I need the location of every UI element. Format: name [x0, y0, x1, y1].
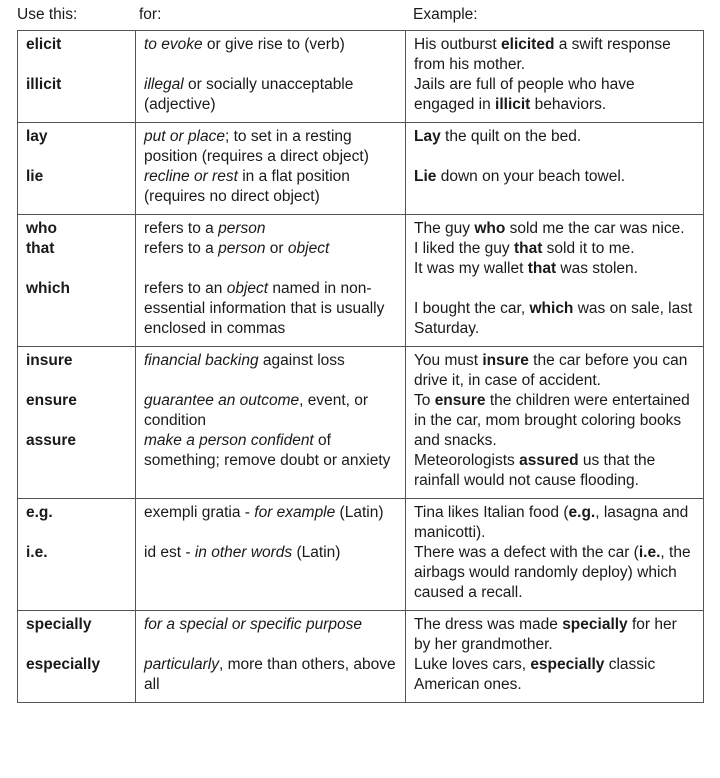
- text-segment: sold me the car was nice.: [505, 220, 685, 237]
- definition: [144, 279, 397, 339]
- text-segment: refers to a: [144, 220, 219, 237]
- bold-term: specially: [562, 616, 628, 633]
- text-segment: was on sale, last Saturday.: [414, 300, 693, 337]
- definition: [144, 655, 397, 695]
- text-segment: was stolen.: [556, 260, 638, 277]
- text-segment: a swift response from his mother.: [414, 36, 671, 73]
- word-term: assure: [26, 432, 76, 449]
- text-segment: classic American ones.: [414, 656, 656, 693]
- spacer: [26, 523, 127, 543]
- text-segment: I bought the car,: [414, 300, 530, 317]
- definition: [144, 219, 397, 239]
- spacer: [144, 371, 397, 391]
- italic-text: person: [218, 220, 266, 237]
- example-sentence: [414, 655, 695, 695]
- spacer: [144, 523, 397, 543]
- example-sentence: [414, 127, 695, 147]
- example-sentence: [414, 451, 695, 491]
- text-segment: refers to an: [144, 280, 227, 297]
- text-segment: , event, or condition: [144, 392, 369, 429]
- table-row: [18, 215, 704, 347]
- example-cell: [406, 31, 704, 123]
- table-row: [18, 31, 704, 123]
- word-term: which: [26, 280, 70, 297]
- italic-text: for a special or specific purpose: [144, 616, 362, 633]
- italic-text: particularly: [144, 656, 219, 673]
- text-segment: ; to set in a resting position (requires a direct object): [144, 128, 369, 165]
- word-term: especially: [26, 656, 101, 673]
- text-segment: or give rise to (verb): [202, 36, 345, 53]
- spacer: [414, 147, 695, 167]
- text-segment: the quilt on the bed.: [440, 128, 582, 145]
- word-term: insure: [26, 352, 73, 369]
- italic-text: object: [226, 280, 269, 297]
- text-segment: of something; remove doubt or anxiety: [144, 432, 391, 469]
- spacer: [144, 259, 397, 279]
- bold-term: especially: [530, 656, 605, 673]
- text-segment: for her by her grandmother.: [414, 616, 677, 653]
- spacer: [144, 635, 397, 655]
- text-segment: Meteorologists: [414, 452, 520, 469]
- spacer: [26, 147, 127, 167]
- text-segment: To: [414, 392, 435, 409]
- text-segment: in a flat position (requires no direct object): [144, 168, 350, 205]
- definition: [144, 75, 397, 115]
- text-segment: us that the rainfall would not cause flooding.: [414, 452, 656, 489]
- spacer: [414, 279, 695, 299]
- definition: [144, 543, 397, 563]
- example-cell: [406, 347, 704, 499]
- word-usage-table-body: [18, 31, 704, 703]
- text-segment: or socially unacceptable (adjective): [144, 76, 354, 113]
- text-segment: His outburst: [414, 36, 502, 53]
- bold-term: insure: [482, 352, 529, 369]
- definition-cell: [136, 31, 406, 123]
- text-segment: , more than others, above all: [144, 656, 396, 693]
- bold-term: that: [513, 240, 543, 257]
- word-cell: [18, 611, 136, 703]
- word-term: lie: [26, 168, 44, 185]
- definition: [144, 615, 397, 635]
- word-term: ensure: [26, 392, 77, 409]
- definition: [144, 167, 397, 207]
- spacer: [26, 259, 127, 279]
- word-term: lay: [26, 128, 48, 145]
- example-sentence: [414, 35, 695, 75]
- text-segment: Tina likes Italian food (: [414, 504, 569, 521]
- text-segment: refers to a: [144, 240, 219, 257]
- definition-cell: [136, 499, 406, 611]
- text-segment: , the airbags would randomly deploy) which caused a recall.: [414, 544, 691, 601]
- bold-term: Lie: [414, 168, 437, 185]
- text-segment: , lasagna and manicotti).: [414, 504, 689, 541]
- spacer: [26, 411, 127, 431]
- text-segment: Luke loves cars,: [414, 656, 531, 673]
- text-segment: There was a defect with the car (: [414, 544, 639, 561]
- word-term: illicit: [26, 76, 62, 93]
- text-segment: Jails are full of people who have engaged in: [414, 76, 635, 113]
- spacer: [26, 55, 127, 75]
- bold-term: assured: [519, 452, 579, 469]
- example-sentence: [414, 219, 695, 239]
- table-row: [18, 499, 704, 611]
- word-cell: [18, 499, 136, 611]
- text-segment: down on your beach towel.: [436, 168, 626, 185]
- definition-cell: [136, 347, 406, 499]
- header-use-this: Use this:: [17, 6, 78, 23]
- example-sentence: [414, 615, 695, 655]
- word-term: that: [26, 240, 55, 257]
- example-sentence: [414, 75, 695, 115]
- spacer: [26, 635, 127, 655]
- italic-text: object: [287, 240, 330, 257]
- definition: [144, 239, 397, 259]
- word-term: elicit: [26, 36, 62, 53]
- definition: [144, 503, 397, 523]
- text-segment: named in non-essential information that is usually enclosed in commas: [144, 280, 385, 337]
- definition: [144, 391, 397, 431]
- text-segment: (Latin): [335, 504, 384, 521]
- italic-text: recline or rest: [144, 168, 238, 185]
- spacer: [26, 371, 127, 391]
- example-cell: [406, 611, 704, 703]
- header-for: for:: [139, 6, 162, 23]
- bold-term: ensure: [434, 392, 486, 409]
- bold-term: illicit: [495, 96, 531, 113]
- italic-text: in other words: [194, 544, 293, 561]
- bold-term: which: [529, 300, 574, 317]
- word-term: specially: [26, 616, 92, 633]
- italic-text: to evoke: [144, 36, 203, 53]
- text-segment: The guy: [414, 220, 475, 237]
- example-sentence: [414, 391, 695, 451]
- word-cell: [18, 31, 136, 123]
- bold-term: that: [527, 260, 557, 277]
- italic-text: make a person confident: [144, 432, 314, 449]
- bold-term: who: [474, 220, 506, 237]
- italic-text: for example: [254, 504, 336, 521]
- table-row: [18, 611, 704, 703]
- text-segment: It was my wallet: [414, 260, 528, 277]
- bold-term: elicited: [501, 36, 555, 53]
- text-segment: (Latin): [292, 544, 341, 561]
- italic-text: illegal: [144, 76, 184, 93]
- definition: [144, 431, 397, 471]
- definition: [144, 35, 397, 55]
- text-segment: You must: [414, 352, 483, 369]
- definition: [144, 127, 397, 167]
- text-segment: I liked the guy: [414, 240, 514, 257]
- definition-cell: [136, 123, 406, 215]
- example-cell: [406, 499, 704, 611]
- spacer: [144, 55, 397, 75]
- definition-cell: [136, 215, 406, 347]
- example-sentence: [414, 503, 695, 543]
- example-sentence: [414, 259, 695, 279]
- italic-text: guarantee an outcome: [144, 392, 300, 409]
- italic-text: person: [218, 240, 266, 257]
- word-term: who: [26, 220, 57, 237]
- text-segment: against loss: [258, 352, 345, 369]
- italic-text: put or place: [144, 128, 225, 145]
- bold-term: i.e.: [638, 544, 661, 561]
- example-sentence: [414, 299, 695, 339]
- text-segment: exempli gratia -: [144, 504, 255, 521]
- text-segment: sold it to me.: [542, 240, 635, 257]
- definition: [144, 351, 397, 371]
- bold-term: e.g.: [568, 504, 596, 521]
- italic-text: financial backing: [144, 352, 259, 369]
- table-row: [18, 347, 704, 499]
- text-segment: or: [265, 240, 288, 257]
- example-sentence: [414, 239, 695, 259]
- word-cell: [18, 347, 136, 499]
- word-cell: [18, 123, 136, 215]
- text-segment: behaviors.: [530, 96, 607, 113]
- text-segment: the children were entertained in the car, mom brought coloring books and snacks.: [414, 392, 690, 449]
- example-sentence: [414, 543, 695, 603]
- table-row: [18, 123, 704, 215]
- example-cell: [406, 123, 704, 215]
- example-sentence: [414, 351, 695, 391]
- word-cell: [18, 215, 136, 347]
- bold-term: Lay: [414, 128, 441, 145]
- word-term: i.e.: [26, 544, 48, 561]
- header-example: Example:: [413, 6, 478, 23]
- definition-cell: [136, 611, 406, 703]
- example-cell: [406, 215, 704, 347]
- text-segment: The dress was made: [414, 616, 563, 633]
- text-segment: the car before you can drive it, in case of accident.: [414, 352, 688, 389]
- word-usage-table: [17, 30, 704, 703]
- text-segment: id est -: [144, 544, 195, 561]
- example-sentence: [414, 167, 695, 187]
- word-term: e.g.: [26, 504, 53, 521]
